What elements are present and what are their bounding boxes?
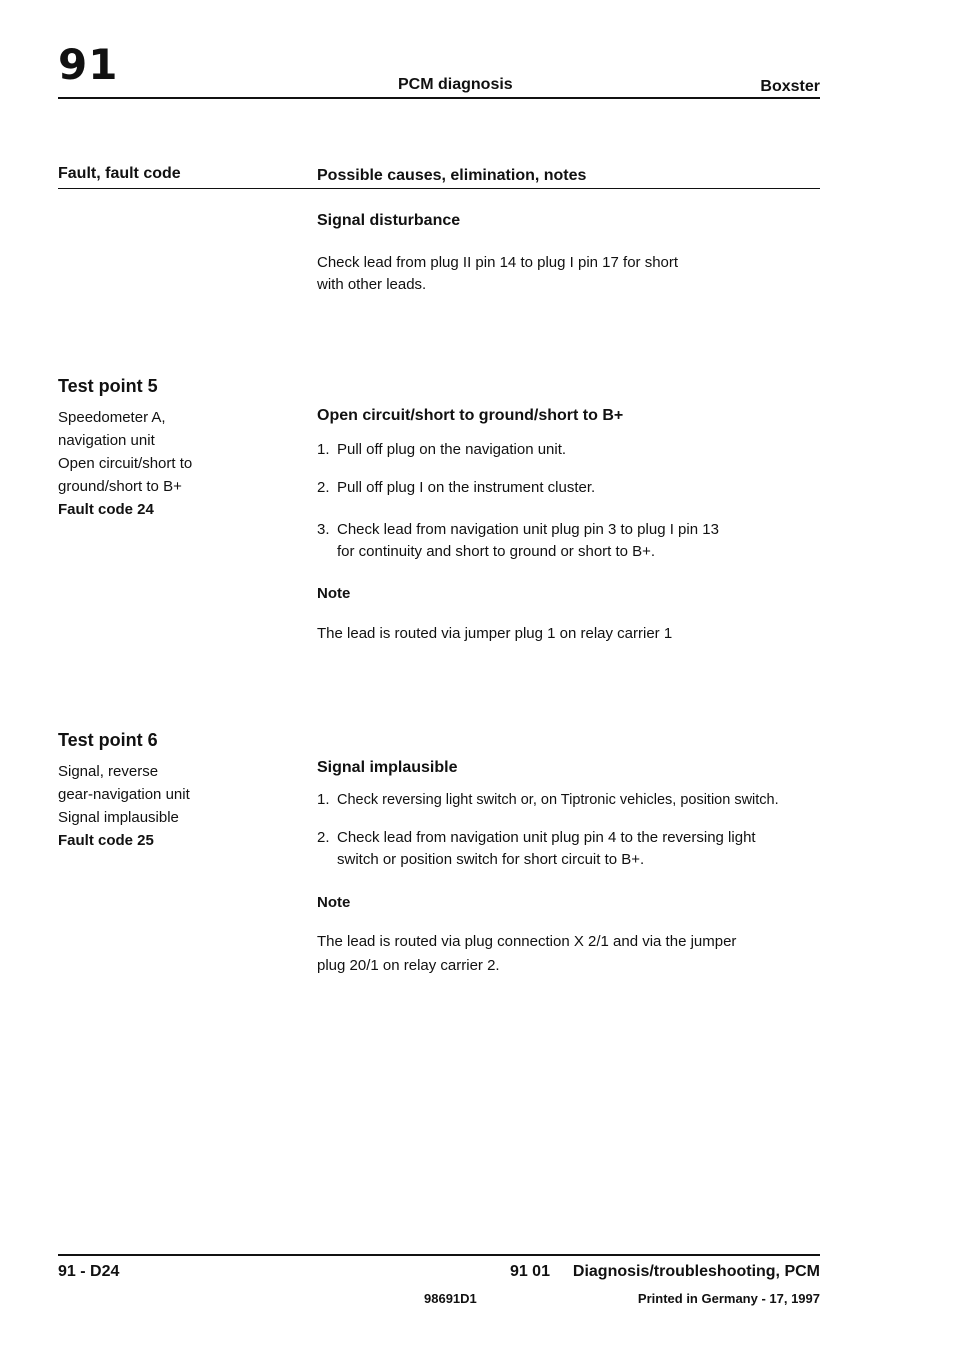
step-number: 2.	[317, 829, 330, 846]
test-point-6-title: Test point 6	[58, 730, 158, 750]
step-text: Check lead from navigation unit plug pin 4 to the reversing light	[337, 829, 756, 846]
step-text: Check reversing light switch or, on Tiptronic vehicles, position switch.	[337, 792, 779, 808]
footer-subject: Diagnosis/troubleshooting, PCM	[572, 1263, 820, 1280]
test-point-6-step	[317, 827, 827, 871]
test-point-5-note-text: The lead is routed via jumper plug 1 on relay carrier 1	[317, 625, 673, 642]
test-point-5-info	[58, 374, 278, 521]
step-text: Pull off plug I on the instrument cluster.	[337, 479, 596, 496]
footer-group: 91 01	[509, 1263, 550, 1280]
step-text-continued: switch or position switch for short circuit to B+.	[337, 851, 645, 868]
header-model: Boxster	[760, 78, 820, 95]
test-point-6-line: Signal implausible	[58, 809, 179, 826]
test-point-6-note-label: Note	[317, 894, 351, 911]
step-number: 3.	[317, 521, 330, 538]
test-point-5-line: navigation unit	[58, 432, 155, 449]
test-point-5-line: Open circuit/short to	[58, 455, 193, 472]
signal-disturbance-text-2: with other leads.	[317, 276, 427, 293]
test-point-5-step	[317, 519, 827, 563]
footer-printed: Printed in Germany - 17, 1997	[637, 1291, 820, 1306]
step-number: 1.	[317, 441, 330, 458]
step-number: 2.	[317, 479, 330, 496]
header-title: PCM diagnosis	[398, 76, 513, 93]
column-heading-fault: Fault, fault code	[58, 165, 181, 182]
test-point-5-title: Test point 5	[58, 376, 158, 396]
test-point-5-step	[317, 439, 827, 461]
test-point-5-step	[317, 477, 827, 499]
column-heading-causes: Possible causes, elimination, notes	[317, 167, 587, 184]
test-point-6-step	[317, 789, 817, 811]
test-point-5-note-label: Note	[317, 585, 351, 602]
step-text-continued: for continuity and short to ground or short to B+.	[337, 543, 656, 560]
test-point-5-line: ground/short to B+	[58, 478, 182, 495]
test-point-6-line: Signal, reverse	[58, 763, 159, 780]
header-rule	[58, 97, 820, 99]
step-text: Check lead from navigation unit plug pin 3 to plug I pin 13	[337, 521, 719, 538]
test-point-6-line: gear-navigation unit	[58, 786, 190, 803]
section-number: 91	[58, 40, 119, 89]
footer-rule	[58, 1254, 820, 1256]
step-text: Pull off plug on the navigation unit.	[337, 441, 567, 458]
test-point-6-note-text-1: The lead is routed via plug connection X 2/1 and via the jumper	[317, 933, 737, 950]
test-point-6-info	[58, 728, 278, 852]
test-point-6-procedure	[317, 757, 827, 997]
footer-subject-line	[510, 1263, 820, 1281]
step-number: 1.	[317, 791, 330, 808]
test-point-5-heading: Open circuit/short to ground/short to B+	[317, 407, 624, 424]
test-point-5-line: Speedometer A,	[58, 409, 166, 426]
column-heading-rule	[58, 188, 820, 189]
footer-document-code: 98691D1	[424, 1291, 477, 1306]
footer-page-number: 91 - D24	[58, 1263, 120, 1280]
test-point-6-note-text-2: plug 20/1 on relay carrier 2.	[317, 957, 500, 974]
test-point-5-procedure	[317, 405, 827, 645]
signal-disturbance-text-1: Check lead from plug II pin 14 to plug I pin 17 for short	[317, 254, 679, 271]
test-point-5-fault-code: Fault code 24	[58, 501, 154, 518]
test-point-6-heading: Signal implausible	[317, 759, 458, 776]
signal-disturbance-block	[317, 210, 827, 296]
signal-disturbance-heading: Signal disturbance	[317, 212, 461, 229]
test-point-6-fault-code: Fault code 25	[58, 832, 154, 849]
